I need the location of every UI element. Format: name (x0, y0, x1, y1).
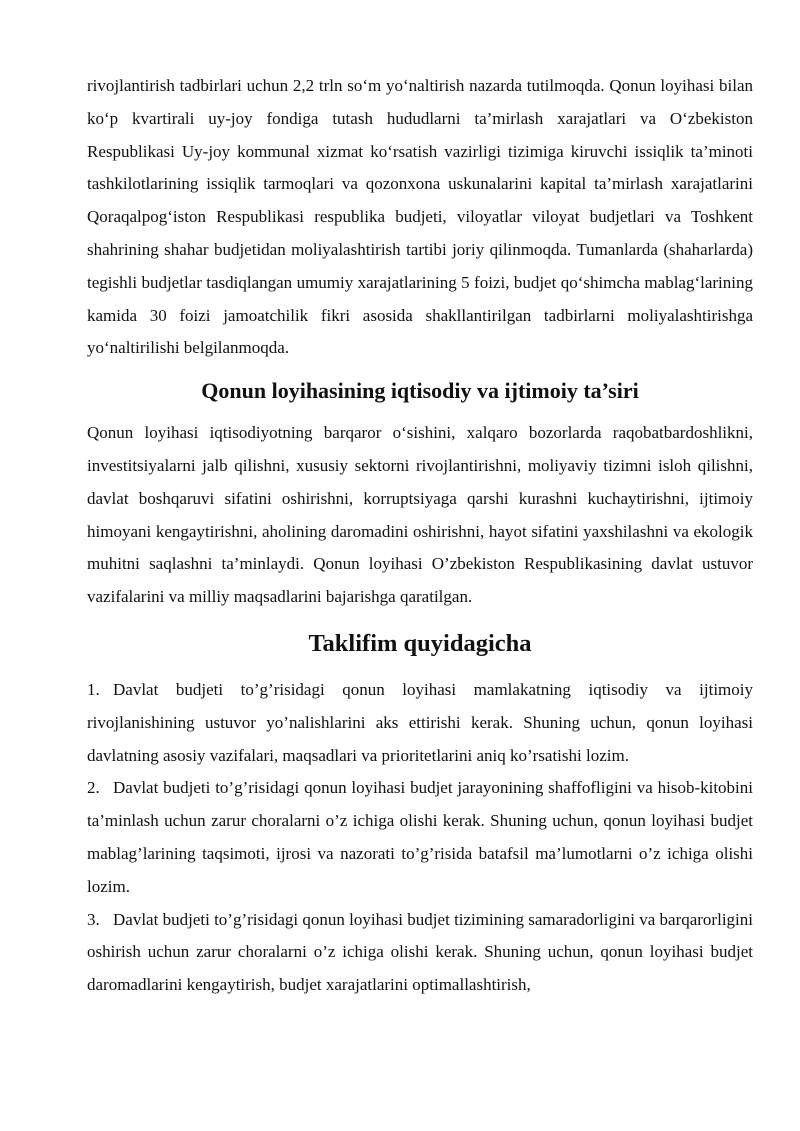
proposal-number: 2. (87, 778, 100, 798)
section-heading-proposals: Taklifim quyidagicha (308, 629, 532, 657)
proposal-number: 1. (87, 679, 100, 699)
proposal-item-1 (87, 674, 753, 772)
intro-paragraph: rivojlantirish tadbirlari uchun 2,2 trln so‘m yo‘naltirish nazarda tutilmoqda. Qonun loyihasi bilan ko‘p kvartirali uy-joy fondiga tutash hududlarni ta’mirlash xarajatlari va O‘zbekiston Respublikasi Uy-joy kommunal xizmat ko‘rsatish vazirligi tizimiga kiruvchi issiqlik ta’minoti tashkilotlarining issiqlik tarmoqlari va qozonxona uskunalarini kapital ta’mirlash xarajatlarini Qoraqalpog‘iston Respublikasi respublika budjeti, viloyatlar viloyat budjetlari va Toshkent shahrining shahar budjetidan moliyalashtirish tartibi joriy qilinmoqda. Tumanlarda (shaharlarda) tegishli budjetlar tasdiqlangan umumiy xarajatlarining 5 foizi, budjet qo‘shimcha mablag‘larining kamida 30 foizi jamoatchilik fikri asosida shakllantirilgan tadbirlarni moliyalashtirishga yo‘naltirilishi belgilanmoqda. (87, 76, 753, 358)
impact-paragraph: Qonun loyihasi iqtisodiyotning barqaror o‘sishini, xalqaro bozorlarda raqobatbardoshlikni, investitsiyalarni jalb qilishni, xususiy sektorni rivojlantirishni, moliyaviy tizimni isloh qilishni, davlat boshqaruvi sifatini oshirishni, korruptsiyaga qarshi kurashni kuchaytirishni, ijtimoiy himoyani kengaytirishni, aholining daromadini oshirishni, hayot sifatini yaxshilashni va ekologik muhitni saqlashni ta’minlaydi. Qonun loyihasi O’zbekiston Respublikasining davlat ustuvor vazifalarini va milliy maqsadlarini bajarishga qaratilgan. (87, 423, 753, 607)
proposal-text: Davlat budjeti to’g’risidagi qonun loyihasi mamlakatning iqtisodiy va ijtimoiy rivojlanishining ustuvor yo’nalishlarini aks ettirishi kerak. Shuning uchun, qonun loyihasi davlatning asosiy vazifalari, maqsadlari va prioritetlarini aniq ko’rsatishi lozim. (87, 679, 753, 765)
section-heading-impact: Qonun loyihasining iqtisodiy va ijtimoiy ta’siri (201, 378, 639, 404)
proposal-number: 3. (87, 909, 100, 929)
proposal-list (87, 674, 753, 1002)
document-page (87, 70, 753, 1002)
proposal-text: Davlat budjeti to’g’risidagi qonun loyihasi budjet tizimining samaradorligini va barqarorligini oshirish uchun zarur choralarni o’z ichiga olishi kerak. Shuning uchun, qonun loyihasi budjet daromadlarini kengaytirish, budjet xarajatlarini optimallashtirish, (87, 909, 753, 995)
proposal-item-3 (87, 904, 753, 1002)
proposal-item-2 (87, 772, 753, 903)
proposal-text: Davlat budjeti to’g’risidagi qonun loyihasi budjet jarayonining shaffofligini va hisob-kitobini ta’minlash uchun zarur choralarni o’z ichiga olishi kerak. Shuning uchun, qonun loyihasi budjet mablag’larining taqsimoti, ijrosi va nazorati to’g’risida batafsil ma’lumotlarni o’z ichiga olishi lozim. (87, 778, 753, 896)
